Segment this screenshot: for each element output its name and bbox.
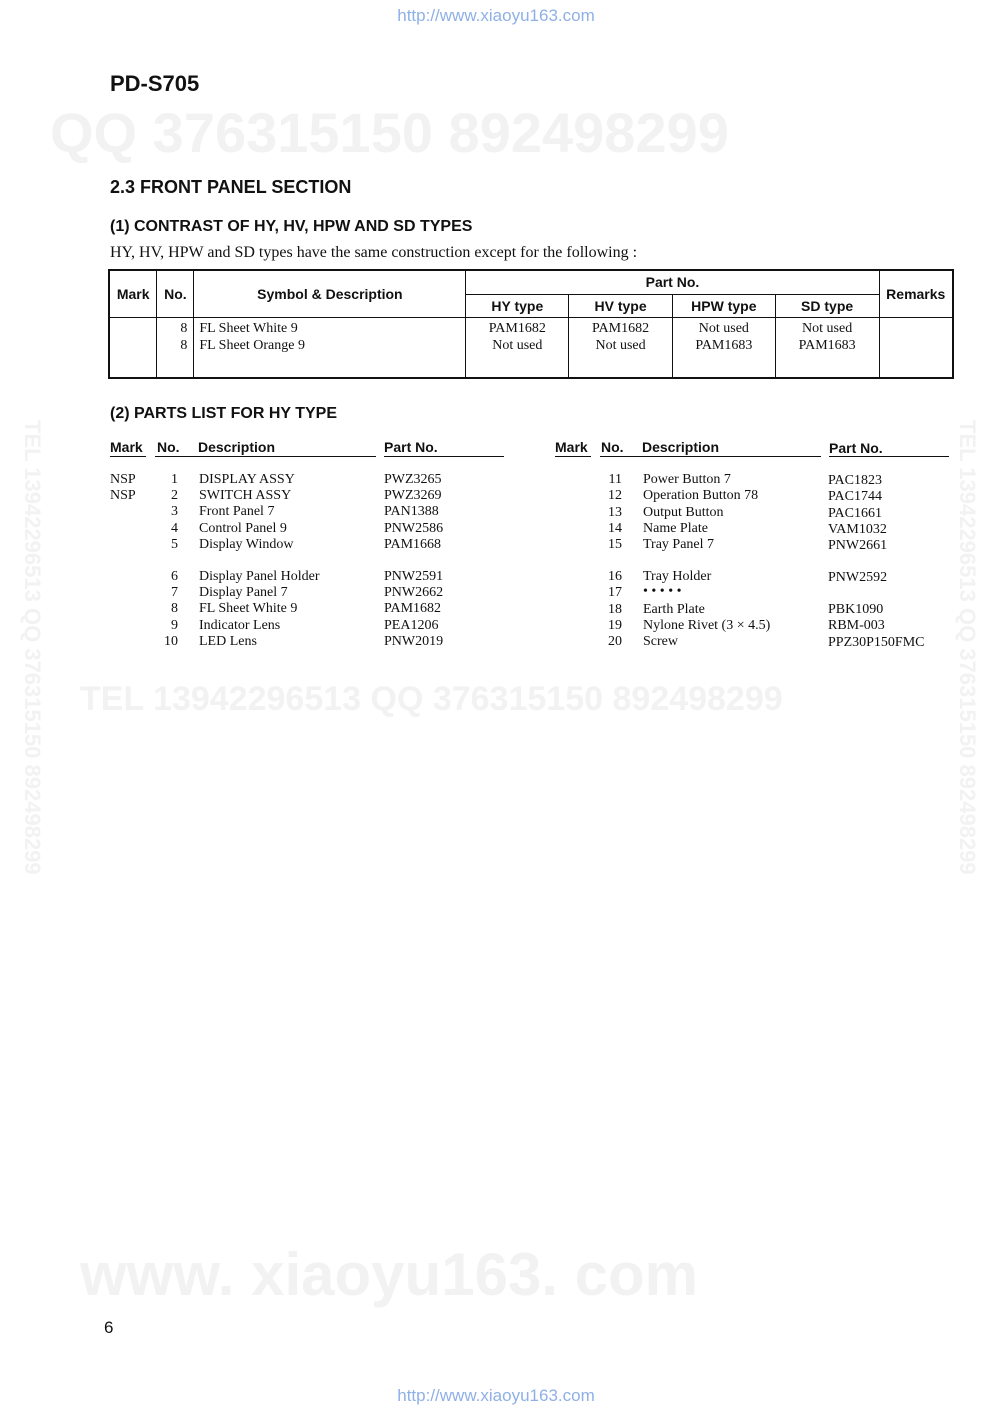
col-symbol-header: Symbol & Description	[194, 270, 466, 317]
row-hpw: PAM1683	[695, 337, 753, 353]
row-part: PWZ3269	[384, 488, 442, 503]
row-desc: FL Sheet Orange 9	[199, 337, 305, 353]
row-no: 9	[171, 618, 178, 633]
parts-right-desc-header: Description	[642, 439, 720, 455]
row-hy: Not used	[492, 337, 543, 353]
col-mark-header: Mark	[109, 270, 157, 317]
row-mark: NSP	[110, 488, 136, 503]
row-part: PAN1388	[384, 504, 439, 519]
row-no: 10	[164, 634, 178, 649]
row-desc: Earth Plate	[643, 602, 705, 617]
row-desc: Front Panel 7	[199, 504, 275, 519]
row-desc: Operation Button 78	[643, 488, 759, 503]
row-no: 17	[608, 585, 622, 600]
row-no: 2	[171, 488, 178, 503]
row-desc: Tray Holder	[643, 569, 712, 584]
row-mark: NSP	[110, 472, 136, 487]
cell-sd	[775, 317, 879, 378]
row-desc: FL Sheet White 9	[199, 320, 298, 336]
row-part: PAC1823	[828, 473, 882, 488]
header-url[interactable]: http://www.xiaoyu163.com	[397, 6, 595, 25]
row-part: PAC1661	[828, 506, 882, 521]
row-desc: Display Panel Holder	[199, 569, 320, 584]
page-number: 6	[104, 1318, 114, 1337]
cell-mark	[109, 317, 157, 378]
row-desc: Display Window	[199, 537, 294, 552]
parts-right-mark-header: Mark	[555, 439, 588, 455]
row-part: PWZ3265	[384, 472, 442, 487]
row-desc: Name Plate	[643, 521, 708, 536]
row-no: 1	[171, 472, 178, 487]
underline	[555, 456, 591, 457]
cell-no	[157, 317, 194, 378]
row-desc: Indicator Lens	[199, 618, 281, 633]
row-desc: LED Lens	[199, 634, 257, 649]
row-desc: Control Panel 9	[199, 521, 287, 536]
cell-hv	[569, 317, 673, 378]
row-desc: Tray Panel 7	[643, 537, 715, 552]
contrast-table	[108, 269, 954, 379]
row-no: 8	[180, 320, 188, 336]
row-part: VAM1032	[828, 522, 887, 537]
row-no: 5	[171, 537, 178, 552]
cell-hy	[466, 317, 569, 378]
underline	[600, 456, 821, 457]
row-no: 16	[608, 569, 622, 584]
row-part: PNW2661	[828, 538, 888, 553]
row-no: 14	[608, 521, 622, 536]
row-desc: Nylone Rivet (3 × 4.5)	[643, 618, 771, 633]
row-sd: PAM1683	[798, 337, 856, 353]
row-hpw: Not used	[698, 320, 749, 336]
contrast-title: (1) CONTRAST OF HY, HV, HPW AND SD TYPES	[110, 218, 473, 235]
row-no: 3	[171, 504, 178, 519]
row-no: 19	[608, 618, 622, 633]
col-hpw-header: HPW type	[672, 294, 775, 317]
contrast-intro: HY, HV, HPW and SD types have the same construction except for the following :	[110, 244, 638, 261]
row-no: 7	[171, 585, 178, 600]
row-hv: PAM1682	[592, 320, 650, 336]
row-no: 6	[171, 569, 178, 584]
row-sd: Not used	[802, 320, 853, 336]
footer-url[interactable]: http://www.xiaoyu163.com	[397, 1386, 595, 1405]
row-no: 15	[608, 537, 622, 552]
watermark-middle: TEL 13942296513 QQ 376315150 892498299	[80, 680, 783, 718]
row-part: PBK1090	[828, 602, 884, 617]
row-no: 11	[608, 472, 622, 487]
watermark-top: QQ 376315150 892498299	[50, 101, 729, 164]
watermark-bottom: www. xiaoyu163. com	[80, 1241, 699, 1308]
cell-remarks	[879, 317, 953, 378]
row-part: PEA1206	[384, 618, 439, 633]
watermark-side-right: TEL 13942296513 QQ 376315150 892498299	[955, 420, 980, 875]
col-remarks-header: Remarks	[879, 270, 953, 317]
cell-hpw	[672, 317, 775, 378]
row-part: PAM1668	[384, 537, 442, 552]
row-desc: Screw	[643, 634, 678, 649]
row-part: RBM-003	[828, 618, 885, 633]
row-part: PAM1682	[384, 601, 442, 616]
row-no: 13	[608, 505, 622, 520]
row-no: 4	[171, 521, 178, 536]
row-desc: SWITCH ASSY	[199, 488, 292, 503]
watermark-side-left: TEL 13942296513 QQ 376315150 892498299	[20, 420, 45, 875]
underline	[110, 456, 146, 457]
parts-left-part-header: Part No.	[384, 439, 438, 455]
model-title: PD-S705	[110, 71, 200, 96]
row-desc: Power Button 7	[643, 472, 731, 487]
cell-desc	[194, 317, 466, 378]
row-part: PNW2586	[384, 521, 444, 536]
parts-right-no-header: No.	[601, 439, 624, 455]
section-title: 2.3 FRONT PANEL SECTION	[110, 177, 352, 197]
row-desc: Output Button	[643, 505, 724, 520]
row-part: PNW2662	[384, 585, 444, 600]
col-no-header: No.	[157, 270, 194, 317]
row-no: 12	[608, 488, 622, 503]
row-part: PNW2591	[384, 569, 444, 584]
row-no: 18	[608, 602, 622, 617]
underline	[384, 456, 504, 457]
parts-title: (2) PARTS LIST FOR HY TYPE	[110, 405, 337, 422]
row-no: 20	[608, 634, 622, 649]
row-no: 8	[180, 337, 188, 353]
col-partno-header: Part No.	[466, 270, 879, 294]
row-hv: Not used	[595, 337, 646, 353]
row-part: PNW2592	[828, 570, 888, 585]
row-part: PNW2019	[384, 634, 444, 649]
row-desc: FL Sheet White 9	[199, 601, 298, 616]
row-no: 8	[171, 601, 178, 616]
parts-left-mark-header: Mark	[110, 439, 143, 455]
row-desc: • • • • •	[643, 584, 682, 599]
row-desc: DISPLAY ASSY	[199, 472, 295, 487]
row-part: PPZ30P150FMC	[828, 635, 925, 650]
col-sd-header: SD type	[775, 294, 879, 317]
col-hy-header: HY type	[466, 294, 569, 317]
col-hv-header: HV type	[569, 294, 673, 317]
underline	[829, 456, 949, 457]
row-part: PAC1744	[828, 489, 882, 504]
contrast-data-row	[109, 317, 953, 378]
row-desc: Display Panel 7	[199, 585, 288, 600]
row-hy: PAM1682	[488, 320, 546, 336]
parts-left-no-header: No.	[157, 439, 180, 455]
parts-left-desc-header: Description	[198, 439, 276, 455]
parts-right-part-header: Part No.	[829, 440, 883, 456]
underline	[155, 456, 376, 457]
